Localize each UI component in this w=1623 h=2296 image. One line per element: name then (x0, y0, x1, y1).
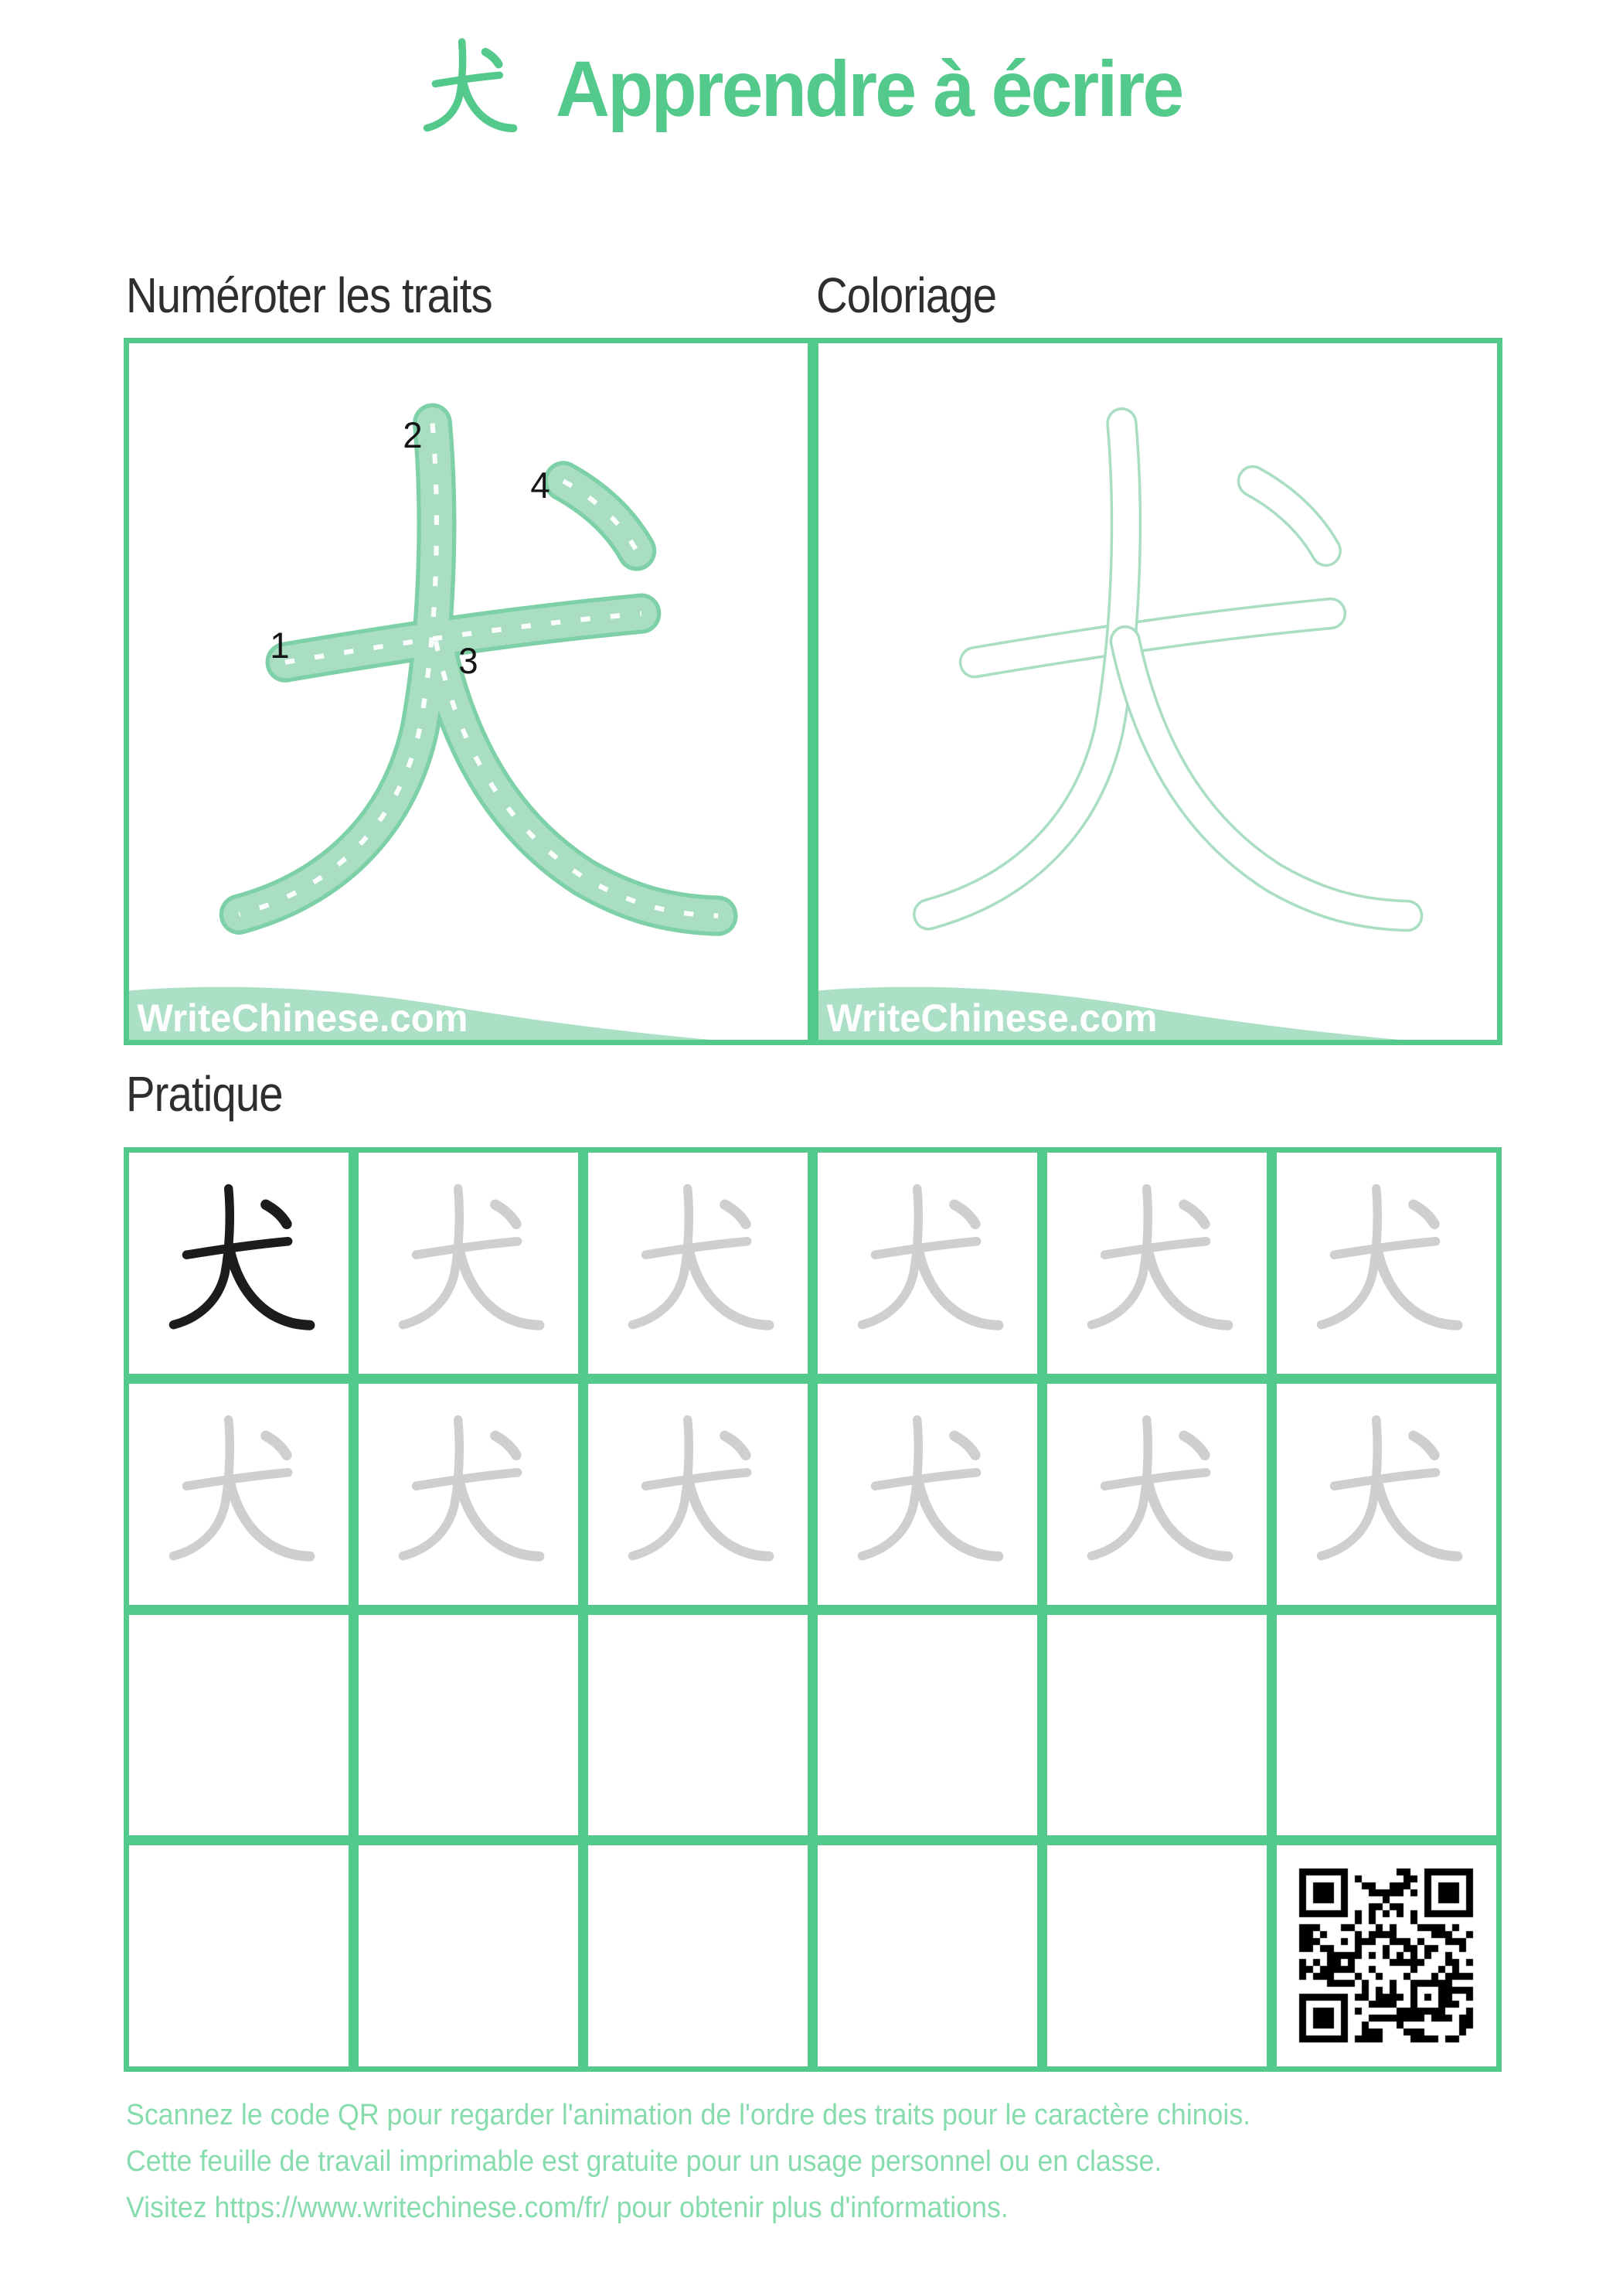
practice-cell-trace (1277, 1384, 1496, 1605)
character-stroke (876, 1473, 977, 1486)
character-stroke (417, 1473, 518, 1486)
stroke-number-1: 1 (270, 625, 290, 666)
footer-line-3: Visitez https://www.writechinese.com/fr/ pour obtenir plus d'informations. (126, 2192, 1009, 2224)
practice-cell-empty (588, 1615, 808, 1836)
trace-character (601, 1397, 794, 1591)
character-stroke (495, 1204, 516, 1224)
trace-character (1290, 1397, 1483, 1591)
practice-cell-trace (588, 1153, 808, 1374)
character-stroke (187, 1473, 288, 1486)
practice-cell-empty (818, 1615, 1037, 1836)
character-stroke (876, 1242, 977, 1255)
character-stroke (495, 1436, 516, 1455)
page-title: Apprendre à écrire (556, 44, 1182, 133)
example-character (142, 1166, 335, 1360)
practice-cell-empty (129, 1615, 349, 1836)
character-stroke (1335, 1242, 1436, 1255)
character-stroke (486, 52, 499, 64)
numbered-strokes-box (124, 338, 813, 1045)
practice-cell-trace (1047, 1153, 1267, 1374)
practice-cell-empty (359, 1845, 578, 2066)
character-stroke (725, 1436, 746, 1455)
practice-cell-empty (588, 1845, 808, 2066)
title-character-glyph (407, 28, 529, 150)
character-stroke (1335, 1473, 1436, 1486)
character-stroke (459, 1249, 539, 1325)
stroke-number-2: 2 (403, 414, 423, 456)
practice-grid (124, 1147, 1502, 2072)
character-stroke (689, 1480, 769, 1556)
practice-cell-empty (818, 1845, 1037, 2066)
character-stroke (459, 1480, 539, 1556)
character-stroke (689, 1249, 769, 1325)
character-stroke (1253, 481, 1326, 550)
practice-cell-trace (818, 1153, 1037, 1374)
stroke-number-4: 4 (530, 465, 550, 506)
character-stroke (230, 1480, 310, 1556)
trace-character (1060, 1397, 1254, 1591)
practice-cell-trace (129, 1384, 349, 1605)
section-label-practice: Pratique (126, 1066, 283, 1122)
character-stroke (563, 481, 637, 550)
character-stroke (1414, 1436, 1434, 1455)
character-stroke (266, 1436, 287, 1455)
practice-cell-trace (359, 1153, 578, 1374)
practice-cell-example (129, 1153, 349, 1374)
practice-cell-trace (1277, 1153, 1496, 1374)
footer (126, 2092, 1322, 2231)
trace-character (601, 1166, 794, 1360)
page-header (0, 28, 1623, 150)
practice-cell-trace (359, 1384, 578, 1605)
character-stroke (1105, 1473, 1206, 1486)
trace-character (1290, 1166, 1483, 1360)
character-stroke (417, 1242, 518, 1255)
practice-cell-empty (1277, 1615, 1496, 1836)
watermark-text: WriteChinese.com (137, 996, 468, 1040)
footer-line-1: Scannez le code QR pour regarder l'animation de l'ordre des traits pour le caractère chinois. (126, 2099, 1251, 2131)
trace-character (831, 1166, 1024, 1360)
trace-character (372, 1166, 565, 1360)
trace-character (372, 1397, 565, 1591)
character-stroke (918, 1480, 999, 1556)
character-stroke (1377, 1480, 1458, 1556)
footer-line-2: Cette feuille de travail imprimable est gratuite pour un usage personnel ou en classe. (126, 2145, 1162, 2178)
character-stroke (954, 1204, 975, 1224)
trace-character (142, 1397, 335, 1591)
practice-cell-empty (1047, 1615, 1267, 1836)
stroke-number-3: 3 (458, 640, 478, 682)
trace-character (1060, 1166, 1254, 1360)
qr-code (1290, 1859, 1483, 2052)
character-stroke (725, 1204, 746, 1224)
coloring-diagram (818, 343, 1497, 1040)
character-stroke (954, 1436, 975, 1455)
character-stroke (918, 1249, 999, 1325)
character-stroke (1184, 1204, 1205, 1224)
character-stroke (1148, 1480, 1228, 1556)
numbered-strokes-diagram (129, 343, 808, 1040)
section-label-coloring: Coloriage (816, 267, 997, 323)
practice-cell-trace (588, 1384, 808, 1605)
practice-cell-empty (1047, 1845, 1267, 2066)
practice-cell-trace (818, 1384, 1037, 1605)
coloring-box (813, 338, 1502, 1045)
character-stroke (646, 1242, 747, 1255)
character-stroke (463, 80, 514, 128)
section-label-numbering: Numéroter les traits (126, 267, 492, 323)
character-stroke (1148, 1249, 1228, 1325)
practice-cell-empty (359, 1615, 578, 1836)
trace-character (831, 1397, 1024, 1591)
character-stroke (436, 75, 500, 83)
character-stroke (1414, 1204, 1434, 1224)
character-stroke (646, 1473, 747, 1486)
character-stroke (1105, 1242, 1206, 1255)
practice-cell-empty (129, 1845, 349, 2066)
practice-cell-qr (1277, 1845, 1496, 2066)
practice-cell-trace (1047, 1384, 1267, 1605)
character-stroke (230, 1249, 310, 1325)
character-stroke (187, 1242, 288, 1255)
character-stroke (1184, 1436, 1205, 1455)
character-stroke (1125, 642, 1407, 916)
character-stroke (266, 1204, 287, 1224)
character-stroke (1377, 1249, 1458, 1325)
watermark-text: WriteChinese.com (826, 996, 1158, 1040)
